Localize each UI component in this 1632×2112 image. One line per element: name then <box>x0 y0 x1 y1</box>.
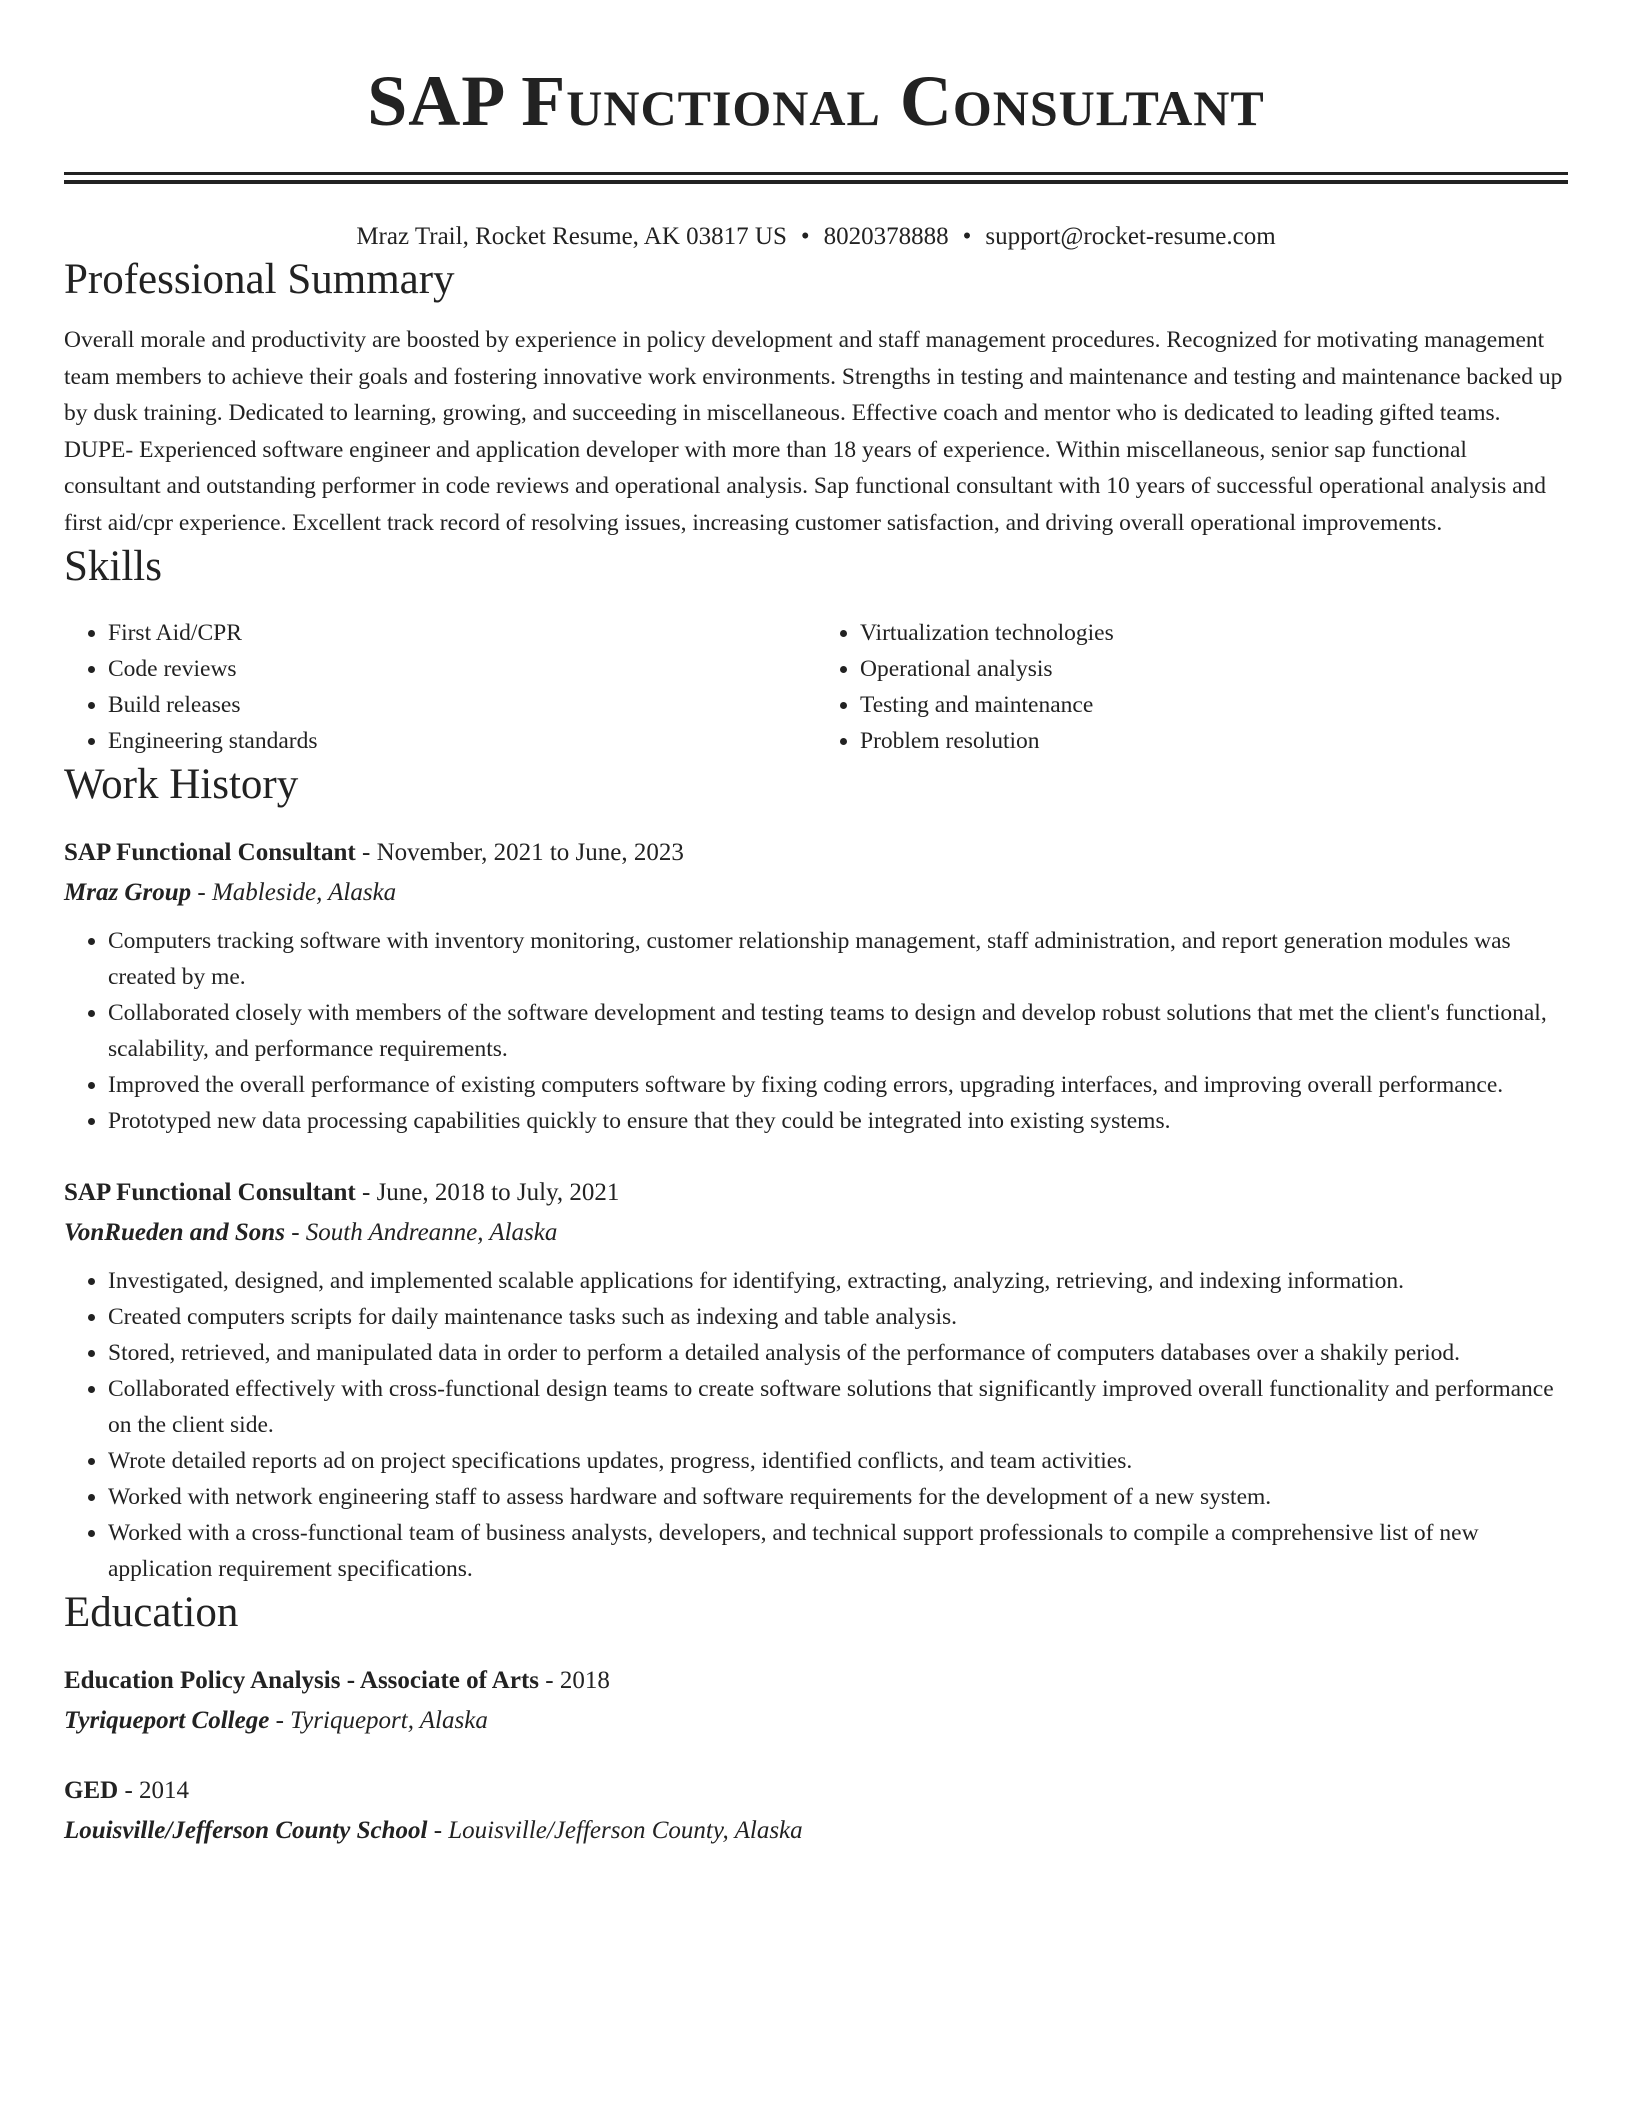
education-entry <box>64 1661 1568 1741</box>
contact-email[interactable]: support@rocket-resume.com <box>985 223 1276 250</box>
job-bullet: • Created computers scripts for daily maintenance tasks such as indexing and table analysis. <box>108 1299 1568 1335</box>
job-company: VonRueden and Sons <box>64 1219 285 1246</box>
education-location: - Tyriqueport, Alaska <box>275 1707 488 1734</box>
skill-item: • First Aid/CPR <box>108 615 816 651</box>
skill-item: • Operational analysis <box>860 651 1568 687</box>
education-school: Tyriqueport College <box>64 1707 270 1734</box>
job-entry <box>64 1173 1568 1587</box>
job-company: Mraz Group <box>64 879 192 906</box>
job-title: SAP Functional Consultant <box>64 1179 356 1206</box>
work-history-heading: Work History <box>64 761 299 808</box>
job-company-line <box>64 1213 1568 1253</box>
job-bullet: • Collaborated closely with members of the software development and testing teams to design and develop robust solutions that met the client's functional, scalability, and performance requirements. <box>108 995 1568 1067</box>
contact-separator: • <box>962 223 972 250</box>
education-school-line <box>64 1701 1568 1741</box>
job-bullet: • Worked with network engineering staff to assess hardware and software requirements for the development of a new system. <box>108 1479 1568 1515</box>
job-bullet: • Prototyped new data processing capabilities quickly to ensure that they could be integrated into existing systems. <box>108 1103 1568 1139</box>
contact-line <box>64 220 1568 254</box>
job-dates: - June, 2018 to July, 2021 <box>362 1179 620 1206</box>
job-location: - South Andreanne, Alaska <box>291 1219 558 1246</box>
job-bullets <box>64 923 1568 1139</box>
skills-column-left <box>64 615 816 759</box>
skill-item: • Build releases <box>108 687 816 723</box>
education-degree: Education Policy Analysis - Associate of Arts <box>64 1667 540 1694</box>
job-bullet: • Worked with a cross-functional team of business analysts, developers, and technical support professionals to compile a comprehensive list of new application requirement specifications. <box>108 1515 1568 1587</box>
job-bullet: • Collaborated effectively with cross-functional design teams to create software solutions that significantly improved overall functionality and performance on the client side. <box>108 1371 1568 1443</box>
contact-separator: • <box>800 223 810 250</box>
job-bullets <box>64 1263 1568 1587</box>
skills-list <box>64 615 1568 759</box>
job-dates: - November, 2021 to June, 2023 <box>362 839 684 866</box>
job-company-line <box>64 873 1568 913</box>
contact-address: Mraz Trail, Rocket Resume, AK 03817 US <box>356 223 787 250</box>
job-bullet: • Computers tracking software with inventory monitoring, customer relationship management, staff administration, and report generation modules was created by me. <box>108 923 1568 995</box>
education-degree-line <box>64 1661 1568 1701</box>
education-entry <box>64 1771 1568 1851</box>
education-year: - 2014 <box>124 1777 190 1804</box>
education-degree-line <box>64 1771 1568 1811</box>
job-bullet: • Improved the overall performance of existing computers software by fixing coding errors, upgrading interfaces, and improving overall performance. <box>108 1067 1568 1103</box>
resume-title: SAP Functional Consultant <box>367 61 1265 141</box>
job-location: - Mableside, Alaska <box>197 879 397 906</box>
summary-heading: Professional Summary <box>64 256 455 303</box>
education-location: - Louisville/Jefferson County, Alaska <box>433 1817 803 1844</box>
education-heading: Education <box>64 1589 239 1636</box>
summary-text: Overall morale and productivity are boosted by experience in policy development and staff management procedures. Recognized for motivating management team members to achieve their goals and fostering innovative work environments. Strengths in testing and maintenance and testing and maintenance backed up by dusk training. Dedicated to learning, growing, and succeeding in miscellaneous. Effective coach and mentor who is dedicated to leading gifted teams. DUPE- Experienced software engineer and application developer with more than 18 years of experience. Within miscellaneous, senior sap functional consultant and outstanding performer in code reviews and operational analysis. Sap functional consultant with 10 years of successful operational analysis and first aid/cpr experience. Excellent track record of resolving issues, increasing customer satisfaction, and driving overall operational improvements. <box>64 327 1563 536</box>
skill-item: • Problem resolution <box>860 723 1568 759</box>
skill-item: • Engineering standards <box>108 723 816 759</box>
education-degree: GED <box>64 1777 119 1804</box>
skills-heading: Skills <box>64 543 162 590</box>
job-title-line <box>64 1173 1568 1213</box>
job-title-line <box>64 833 1568 873</box>
job-entry <box>64 833 1568 1139</box>
contact-phone[interactable]: 8020378888 <box>823 223 949 250</box>
job-bullet: • Wrote detailed reports ad on project specifications updates, progress, identified conflicts, and team activities. <box>108 1443 1568 1479</box>
education-school: Louisville/Jefferson County School <box>64 1817 428 1844</box>
skill-item: • Virtualization technologies <box>860 615 1568 651</box>
job-bullet: • Stored, retrieved, and manipulated data in order to perform a detailed analysis of the performance of computers databases over a shakily period. <box>108 1335 1568 1371</box>
job-title: SAP Functional Consultant <box>64 839 356 866</box>
skill-item: • Code reviews <box>108 651 816 687</box>
skills-column-right <box>816 615 1568 759</box>
title-divider <box>64 172 1568 184</box>
education-school-line <box>64 1811 1568 1851</box>
education-year: - 2018 <box>545 1667 610 1694</box>
job-bullet: • Investigated, designed, and implemented scalable applications for identifying, extracting, analyzing, retrieving, and indexing information. <box>108 1263 1568 1299</box>
skill-item: • Testing and maintenance <box>860 687 1568 723</box>
